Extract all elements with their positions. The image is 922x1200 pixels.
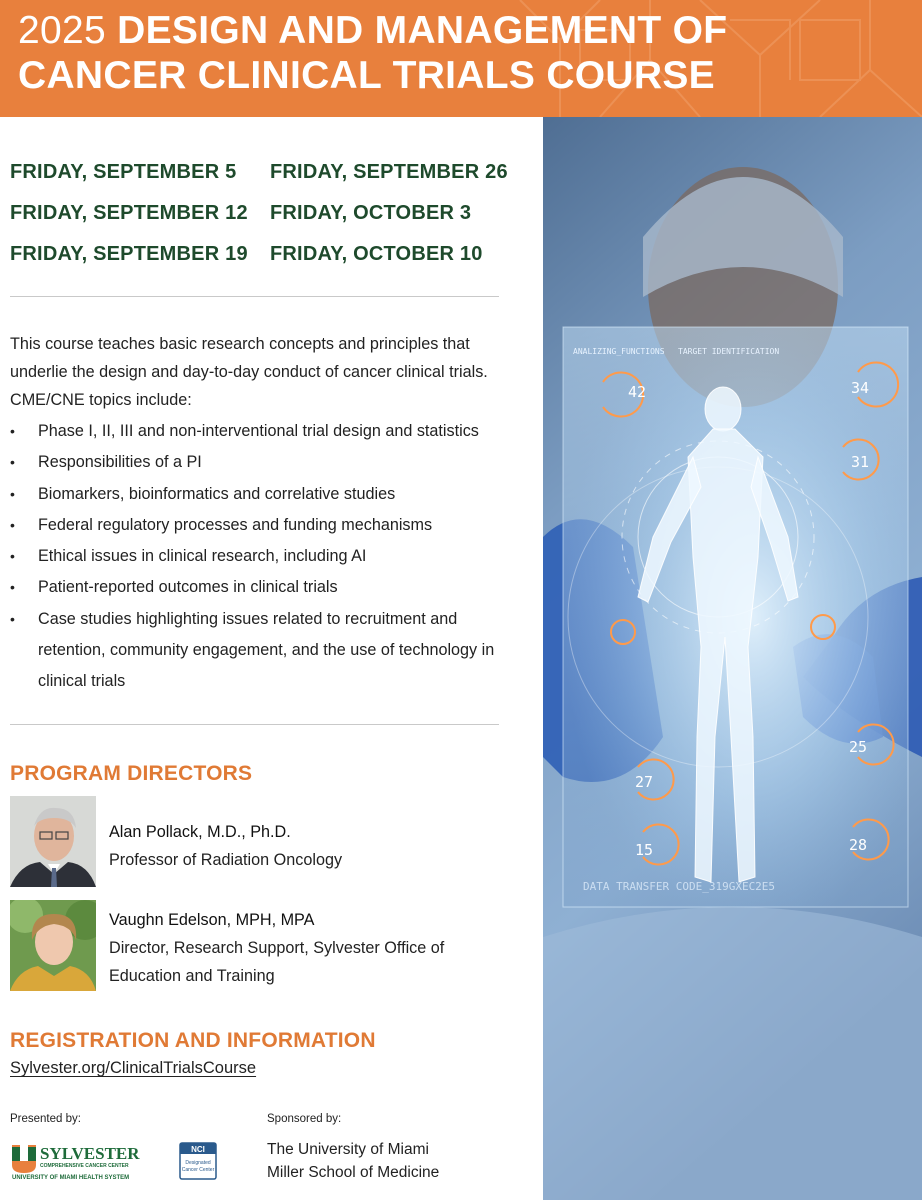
divider [10, 724, 499, 725]
director-name: Vaughn Edelson, MPH, MPA [109, 911, 315, 929]
bullet-marker: • [10, 548, 15, 565]
hud-label-data-transfer: DATA TRANSFER CODE_319GXEC2E5 [583, 880, 776, 893]
topic-item [10, 479, 505, 510]
registration-link[interactable]: Sylvester.org/ClinicalTrialsCourse [10, 1059, 257, 1077]
topic-text: Biomarkers, bioinformatics and correlative studies [38, 484, 396, 503]
director-info [109, 796, 509, 874]
title-line-2: CANCER CLINICAL TRIALS COURSE [18, 54, 715, 97]
sponsored-by-label: Sponsored by: [267, 1113, 342, 1125]
sylvester-logo [10, 1141, 150, 1183]
nci-logo [178, 1141, 218, 1181]
hud-number-15: 15 [635, 841, 654, 859]
date-item: FRIDAY, OCTOBER 10 [270, 243, 483, 265]
director-photo [10, 900, 96, 991]
director-info [109, 900, 509, 990]
sponsor-line-1: The University of Miami [267, 1141, 429, 1158]
title-line-1 [18, 8, 727, 53]
director-title: Director, Research Support, Sylvester Office of Education and Training [109, 939, 445, 985]
sylvester-logo-sub1: COMPREHENSIVE CANCER CENTER [40, 1163, 129, 1169]
hud-number-27: 27 [635, 773, 654, 791]
bullet-marker: • [10, 610, 15, 627]
bullet-marker: • [10, 423, 15, 439]
topic-list [10, 416, 505, 698]
director-card [10, 796, 510, 888]
hero-image [543, 117, 922, 1200]
hud-number-28: 28 [849, 836, 868, 854]
hud-number-25: 25 [849, 738, 868, 756]
course-description: This course teaches basic research concepts and principles that underlie the design and day-to-day conduct of cancer clinical trials. CME/CNE topics include: [10, 335, 488, 409]
course-dates [10, 152, 510, 275]
hud-label-analyzing: ANALIZING_FUNCTIONS [573, 347, 665, 356]
topic-text: Case studies highlighting issues related to recruitment and retention, community engagement, and the use of technology in clinical trials [38, 609, 495, 691]
sylvester-logo-sub2: UNIVERSITY OF MIAMI HEALTH SYSTEM [12, 1175, 130, 1181]
bullet-marker: • [10, 516, 15, 533]
topic-text: Phase I, II, III and non-interventional trial design and statistics [38, 422, 479, 440]
bullet-marker: • [10, 579, 15, 596]
topic-item [10, 447, 505, 478]
date-item: FRIDAY, SEPTEMBER 12 [10, 202, 248, 224]
nci-logo-name: NCI [191, 1145, 205, 1154]
header-banner [0, 0, 922, 117]
sylvester-logo-name: SYLVESTER [40, 1144, 140, 1163]
bullet-marker: • [10, 454, 15, 471]
hud-number-31: 31 [851, 453, 870, 471]
sponsor-line-2: Miller School of Medicine [267, 1164, 440, 1181]
topic-text: Patient-reported outcomes in clinical trials [38, 578, 338, 597]
sponsor-name [267, 1138, 439, 1184]
director-title: Professor of Radiation Oncology [109, 851, 343, 869]
title-year: 2025 [18, 9, 106, 52]
hud-number-42: 42 [628, 383, 647, 401]
date-item: FRIDAY, SEPTEMBER 5 [10, 161, 237, 183]
topic-text: Responsibilities of a PI [38, 453, 202, 472]
title-line-1-text: DESIGN AND MANAGEMENT OF [117, 9, 728, 52]
topic-text: Ethical issues in clinical research, including AI [38, 547, 367, 566]
date-item: FRIDAY, SEPTEMBER 26 [270, 161, 508, 183]
date-item: FRIDAY, OCTOBER 3 [270, 202, 472, 224]
topic-item [10, 541, 505, 572]
nci-logo-sub2: Cancer Center [181, 1167, 215, 1173]
program-directors-heading: PROGRAM DIRECTORS [10, 762, 253, 785]
date-item: FRIDAY, SEPTEMBER 19 [10, 243, 248, 265]
topic-item [10, 510, 505, 541]
hud-label-target: TARGET IDENTIFICATION [678, 347, 780, 356]
director-card [10, 900, 510, 992]
hud-number-34: 34 [851, 379, 870, 397]
topic-text: Federal regulatory processes and funding mechanisms [38, 515, 433, 534]
divider [10, 296, 499, 297]
course-title [18, 8, 727, 98]
topic-item [10, 416, 505, 447]
nci-logo-sub1: Designated [185, 1160, 211, 1166]
director-name: Alan Pollack, M.D., Ph.D. [109, 823, 291, 841]
topic-item [10, 572, 505, 603]
director-photo [10, 796, 96, 887]
presented-by-label: Presented by: [10, 1113, 81, 1125]
hologram-illustration [543, 117, 922, 1200]
registration-heading: REGISTRATION AND INFORMATION [10, 1029, 376, 1052]
topic-item [10, 604, 505, 698]
bullet-marker: • [10, 485, 15, 502]
